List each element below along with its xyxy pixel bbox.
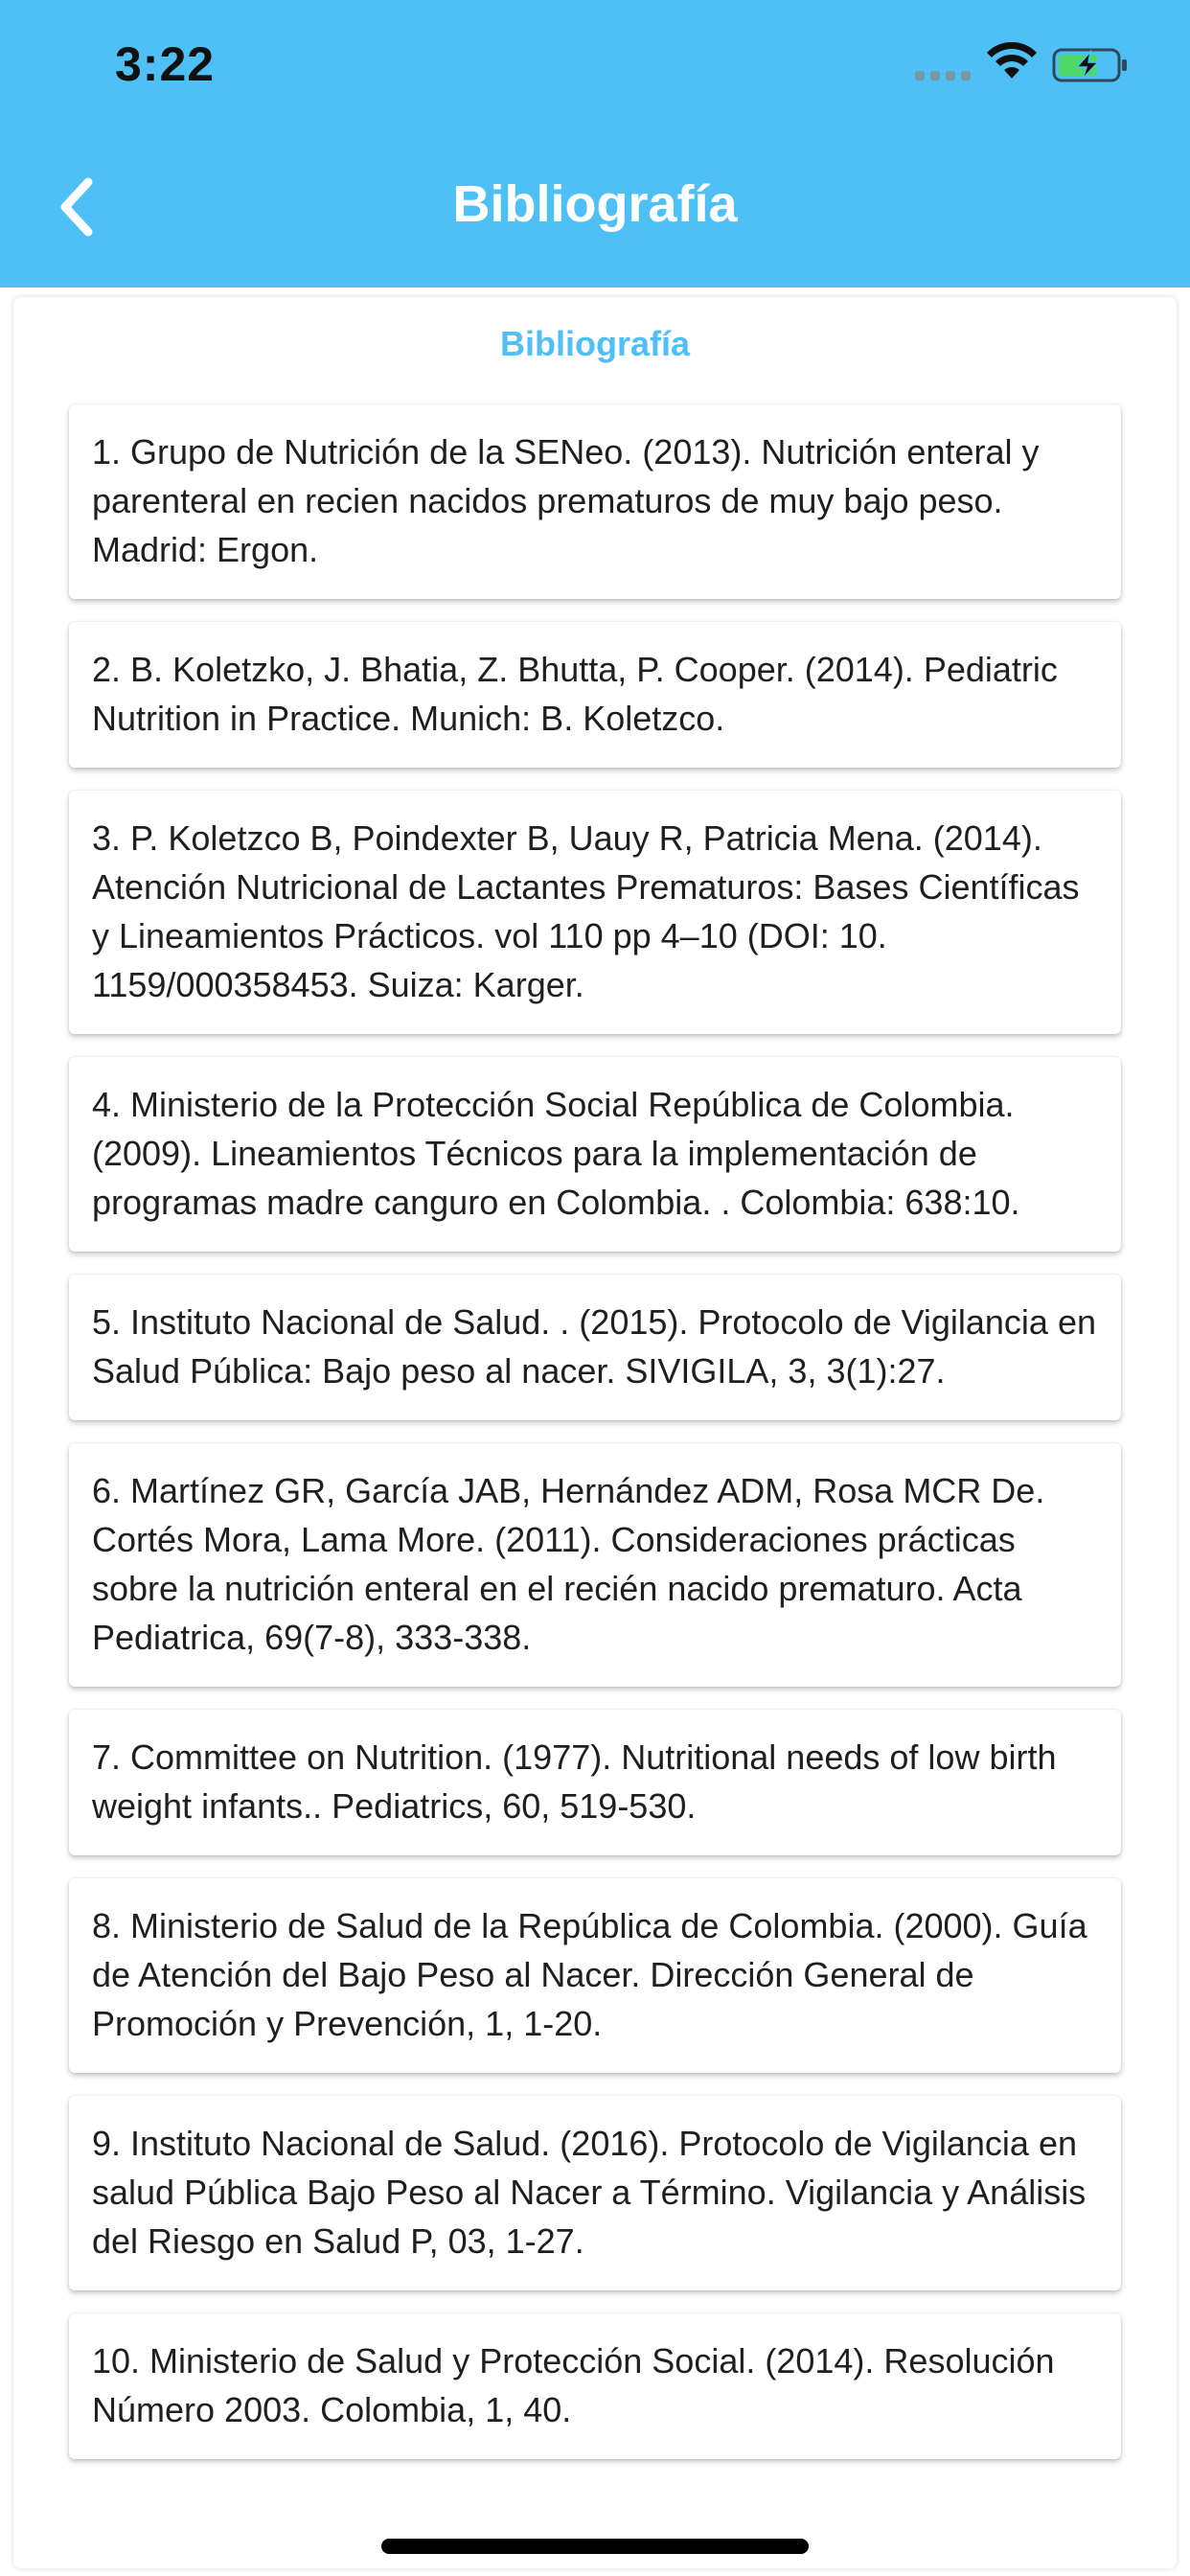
signal-dots-icon <box>915 71 973 82</box>
header-bar <box>0 0 1190 288</box>
reference-item <box>69 1443 1121 1687</box>
reference-text: 6. Martínez GR, García JAB, Hernández ADM, Rosa MCR De. Cortés Mora, Lama More. (2011). Consideraciones prácticas sobre la nutrición enteral en el recién nacido prematuro. Acta Pediatrica, 69(7-8), 333-338. <box>92 1471 1045 1657</box>
reference-item <box>69 1710 1121 1855</box>
reference-text: 1. Grupo de Nutrición de la SENeo. (2013). Nutrición enteral y parenteral en recien nacidos prematuros de muy bajo peso. Madrid: Ergon. <box>92 432 1040 569</box>
status-time: 3:22 <box>115 37 216 91</box>
reference-text: 5. Instituto Nacional de Salud. . (2015). Protocolo de Vigilancia en Salud Pública: Bajo peso al nacer. SIVIGILA, 3, 3(1):27. <box>92 1302 1096 1391</box>
reference-text: 10. Ministerio de Salud y Protección Social. (2014). Resolución Número 2003. Colombia, 1, 40. <box>92 2341 1055 2429</box>
reference-item <box>69 791 1121 1034</box>
reference-item <box>69 1057 1121 1252</box>
reference-item <box>69 1878 1121 2073</box>
reference-text: 3. P. Koletzco B, Poindexter B, Uauy R, Patricia Mena. (2014). Atención Nutricional de Lactantes Prematuros: Bases Científicas y Lineamientos Prácticos. vol 110 pp 4–10 (DOI: 10. 1159/000358453. Suiza: Karger. <box>92 818 1080 1004</box>
reference-text: 9. Instituto Nacional de Salud. (2016). Protocolo de Vigilancia en salud Pública Bajo Peso al Nacer a Término. Vigilancia y Análisis del Riesgo en Salud P, 03, 1-27. <box>92 2124 1087 2261</box>
section-title: Bibliografía <box>499 324 691 363</box>
reference-item <box>69 2313 1121 2459</box>
reference-item <box>69 2096 1121 2290</box>
reference-item <box>69 404 1121 599</box>
home-indicator[interactable] <box>381 2539 809 2554</box>
page-title: Bibliografía <box>452 175 738 233</box>
reference-text: 8. Ministerio de Salud de la República de Colombia. (2000). Guía de Atención del Bajo Peso al Nacer. Dirección General de Promoción y Prevención, 1, 1-20. <box>92 1906 1087 2043</box>
battery-charging-icon <box>1052 48 1129 82</box>
reference-item <box>69 622 1121 768</box>
reference-list <box>69 404 1121 2482</box>
reference-text: 2. B. Koletzko, J. Bhatia, Z. Bhutta, P. Cooper. (2014). Pediatric Nutrition in Practice. Munich: B. Koletzco. <box>92 650 1058 738</box>
reference-item <box>69 1275 1121 1420</box>
content-card[interactable] <box>13 297 1177 2568</box>
reference-text: 7. Committee on Nutrition. (1977). Nutritional needs of low birth weight infants.. Pediatrics, 60, 519-530. <box>92 1737 1057 1826</box>
wifi-icon <box>985 42 1039 80</box>
reference-text: 4. Ministerio de la Protección Social República de Colombia. (2009). Lineamientos Técnicos para la implementación de programas madre canguro en Colombia. . Colombia: 638:10. <box>92 1085 1020 1222</box>
